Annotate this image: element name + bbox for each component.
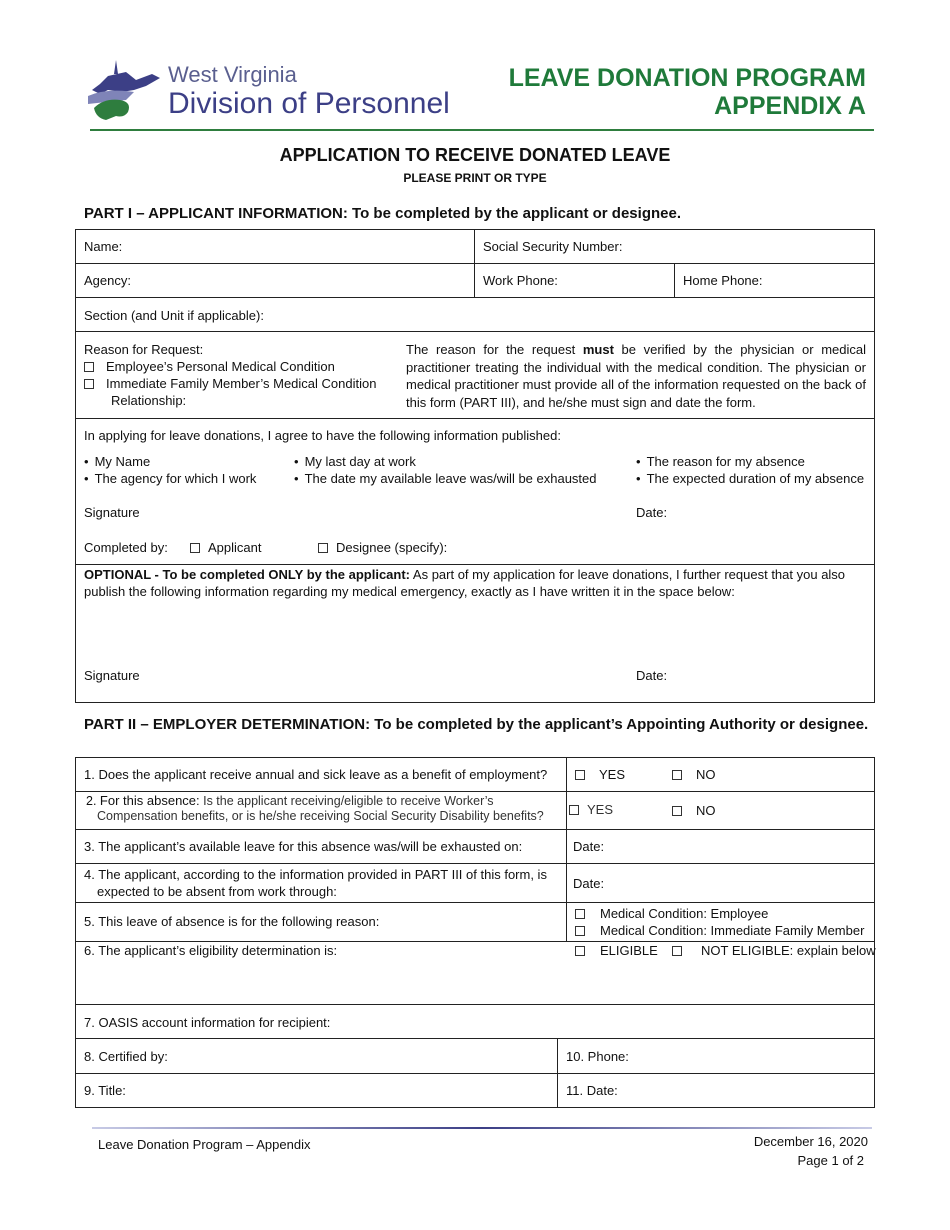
footer-divider [92,1127,872,1129]
optional-date-field[interactable]: Date: [636,668,668,683]
bullet-item: • The reason for my absence [636,454,805,469]
optional-statement: OPTIONAL - To be completed ONLY by the applicant: As part of my application for leave donations, I further request that you also publish the following information regarding my medical emergency, exactly as I have written it in the space below: [84,567,846,599]
q4-text: 4. The applicant, according to the information provided in PART III of this form, is expected to be absent from work through: [84,867,547,899]
q2-text: 2. For this absence: Is the applicant receiving/eligible to receive Worker’s Compensation benefits, or is he/she receiving Social Security Disability benefits? [86,793,544,823]
checkbox-icon[interactable] [672,946,682,956]
optional-signature-field[interactable]: Signature [84,668,140,683]
yes-label: YES [587,802,614,817]
designee-label: Designee (specify): [336,540,448,555]
verification-note: The reason for the request must be verified by the physician or medical practitioner treating the individual with the medical condition. The physician or medical practitioner must provide all of the information requested on the back of this form (PART III), and he/she must sign and date the form. [406,342,866,410]
part2-heading: PART II – EMPLOYER DETERMINATION: To be completed by the applicant’s Appointing Authority or designee. [84,716,869,733]
program-title [509,64,866,120]
q11-date-field[interactable]: 11. Date: [566,1083,618,1098]
reason-option-employee-label: Employee’s Personal Medical Condition [106,359,335,374]
q6-eligible[interactable] [575,943,658,958]
name-field[interactable]: Name: [84,239,123,254]
no-label: NO [696,767,716,782]
footer-doc-title: Leave Donation Program – Appendix [98,1137,311,1152]
bullet-item: • The expected duration of my absence [636,471,864,486]
section-field[interactable]: Section (and Unit if applicable): [84,308,264,323]
checkbox-icon[interactable] [84,379,94,389]
reason-option-family[interactable] [84,376,376,391]
completed-by-label: Completed by: [84,540,168,555]
no-label: NO [696,803,716,818]
checkbox-icon[interactable] [672,770,682,780]
wv-state-logo [86,56,166,126]
q5-option-family-label: Medical Condition: Immediate Family Member [600,923,865,938]
q3-text: 3. The applicant’s available leave for this absence was/will be exhausted on: [84,839,523,854]
q2-yes[interactable] [569,802,613,817]
ssn-field[interactable]: Social Security Number: [483,239,623,254]
part1-heading: PART I – APPLICANT INFORMATION: To be completed by the applicant or designee. [84,205,681,222]
q3-date-field[interactable]: Date: [573,839,605,854]
checkbox-icon[interactable] [318,543,328,553]
checkbox-icon[interactable] [575,946,585,956]
not-eligible-label: NOT ELIGIBLE: explain below [701,943,876,958]
checkbox-icon[interactable] [575,926,585,936]
signature-field[interactable]: Signature [84,505,140,520]
q1-no[interactable] [672,767,716,782]
bullet-item: • My last day at work [294,454,416,469]
q5-text: 5. This leave of absence is for the following reason: [84,914,380,929]
program-title-line2: APPENDIX A [714,92,866,120]
reason-label: Reason for Request: [84,342,204,357]
eligible-label: ELIGIBLE [600,943,658,958]
q2-no[interactable] [672,803,716,818]
checkbox-icon[interactable] [190,543,200,553]
checkbox-icon[interactable] [575,909,585,919]
publish-intro: In applying for leave donations, I agree to have the following information published: [84,428,561,443]
reason-option-employee[interactable] [84,359,335,374]
completed-by-applicant[interactable] [190,540,261,555]
reason-option-family-label: Immediate Family Member’s Medical Condition [106,376,377,391]
checkbox-icon[interactable] [575,770,585,780]
q6-not-eligible[interactable] [672,943,876,958]
q10-phone-field[interactable]: 10. Phone: [566,1049,629,1064]
checkbox-icon[interactable] [84,362,94,372]
header-divider [90,129,874,131]
bullet-item: • The date my available leave was/will be exhausted [294,471,597,486]
completed-by-designee[interactable] [318,540,447,555]
q6-text: 6. The applicant’s eligibility determination is: [84,943,338,958]
q5-option-family[interactable] [575,923,864,938]
org-name-line1: West Virginia [168,62,297,87]
q4-date-field[interactable]: Date: [573,876,605,891]
relationship-field[interactable]: Relationship: [111,393,187,408]
form-title: APPLICATION TO RECEIVE DONATED LEAVE [279,145,671,165]
work-phone-field[interactable]: Work Phone: [483,273,558,288]
bullet-item: • The agency for which I work [84,471,256,486]
q9-title-field[interactable]: 9. Title: [84,1083,126,1098]
q5-option-employee-label: Medical Condition: Employee [600,906,769,921]
footer-date: December 16, 2020 [753,1134,868,1149]
q7-oasis-field[interactable]: 7. OASIS account information for recipient: [84,1015,331,1030]
footer-page-number: Page 1 of 2 [797,1153,864,1168]
q8-certified-field[interactable]: 8. Certified by: [84,1049,168,1064]
yes-label: YES [599,767,626,782]
home-phone-field[interactable]: Home Phone: [683,273,763,288]
checkbox-icon[interactable] [672,806,682,816]
signature-date-field[interactable]: Date: [636,505,668,520]
q1-text: 1. Does the applicant receive annual and sick leave as a benefit of employment? [84,767,548,782]
form-subtitle: PLEASE PRINT OR TYPE [403,171,547,185]
agency-field[interactable]: Agency: [84,273,131,288]
org-name-line2: Division of Personnel [168,87,450,120]
bullet-item: • My Name [84,454,150,469]
applicant-label: Applicant [208,540,262,555]
program-title-line1: LEAVE DONATION PROGRAM [508,64,866,92]
checkbox-icon[interactable] [569,805,579,815]
q5-option-employee[interactable] [575,906,768,921]
q1-yes[interactable] [575,767,625,782]
